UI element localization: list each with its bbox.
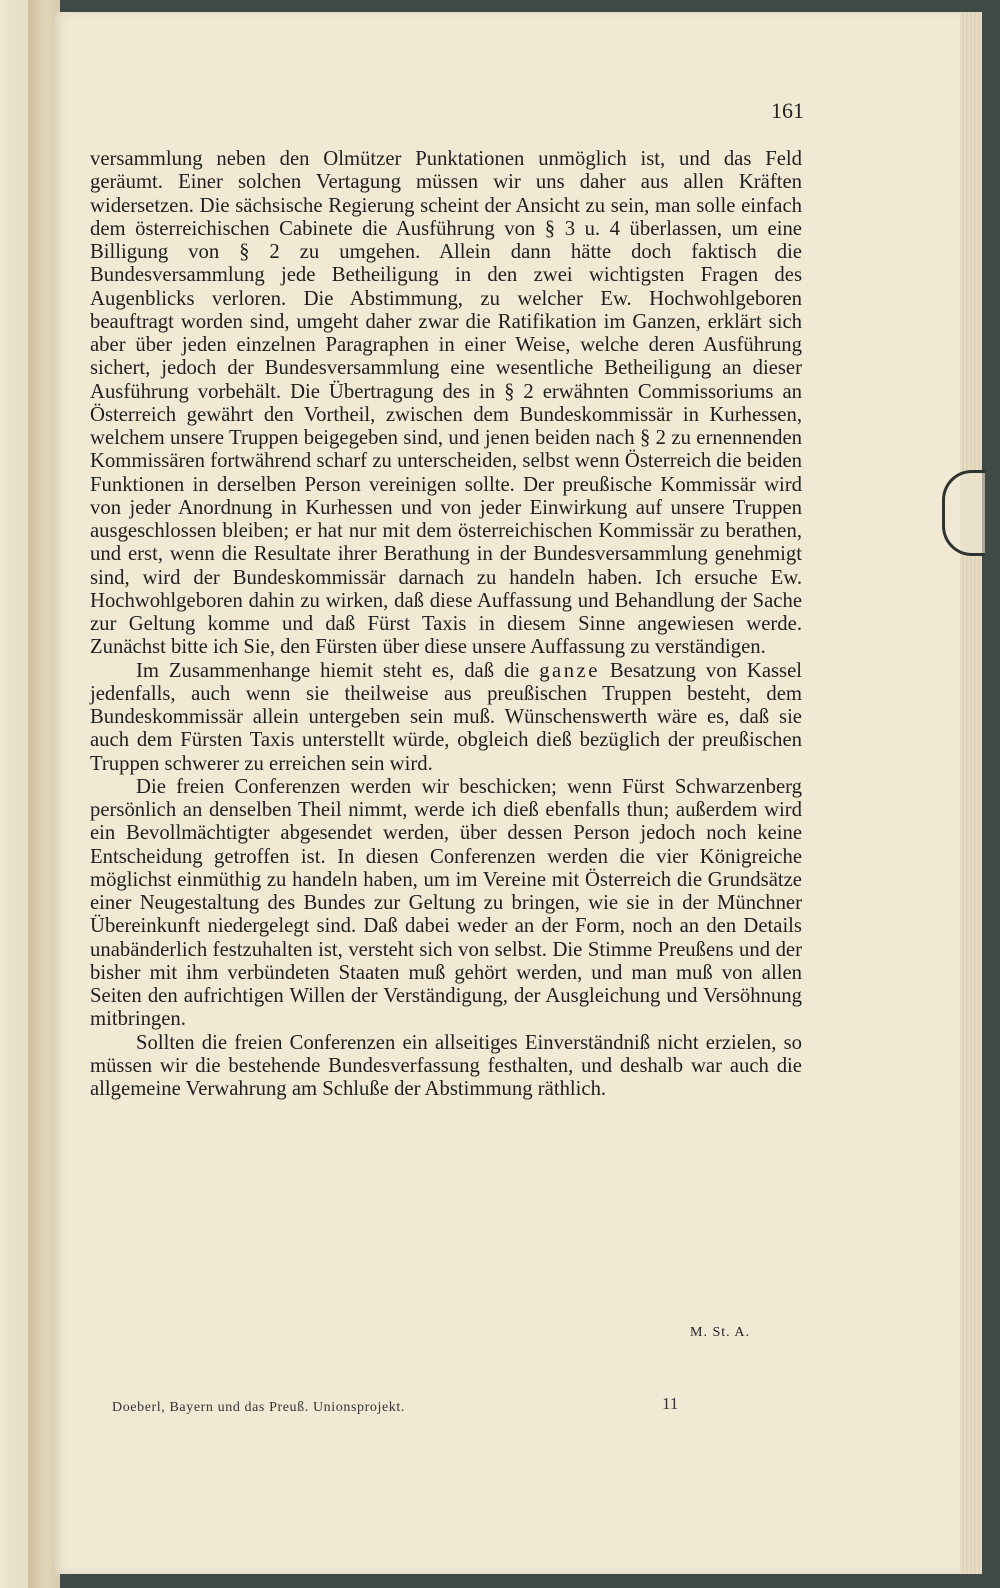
paragraph-1: versammlung neben den Olmützer Punktationen unmöglich ist, und das Feld geräumt. Einer solchen Vertagung müssen wir uns daher aus allen Kräften widersetzen. Die sächsische Regierung scheint der Ansicht zu sein, man solle einfach dem österreichischen Cabinete die Ausführung von § 3 u. 4 überlassen, um eine Billigung von § 2 zu umgehen. Allein dann hätte doch faktisch die Bundesversammlung jede Betheiligung in den zwei wichtigsten Fragen des Augenblicks verloren. Die Abstimmung, zu welcher Ew. Hochwohlgeboren beauftragt worden sind, umgeht daher zwar die Ratifikation im Ganzen, erklärt sich aber über jeden einzelnen Paragraphen in einer Weise, welche deren Ausführung sichert, jedoch der Bundesversammlung eine wesentliche Betheiligung an dieser Ausführung vorbehält. Die Übertragung des in § 2 erwähnten Commissoriums an Österreich gewährt den Vortheil, zwischen dem Bundeskommissär in Kurhessen, welchem unsere Truppen beigegeben sind, und jenen beiden nach § 2 zu ernennenden Kommissären fortwährend scharf zu unterscheiden, selbst wenn Österreich die beiden Funktionen in derselben Person vereinigen sollte. Der preußische Kommissär wird von jeder Anordnung in Kurhessen und von jeder Einwirkung auf unsere Truppen ausgeschlossen bleiben; er hat nur mit dem österreichischen Kommissär zu berathen, und erst, wenn die Resultate ihrer Berathung in der Bundesversammlung genehmigt sind, wird der Bundeskommissär darnach zu handeln haben. Ich ersuche Ew. Hochwohlgeboren dahin zu wirken, daß diese Auffassung und Behandlung der Sache zur Geltung komme und daß Fürst Taxis in diesem Sinne angewiesen werde. Zunächst bitte ich Sie, den Fürsten über diese unsere Auffassung zu verständigen. [90, 148, 802, 659]
page-number: 161 [771, 98, 804, 123]
page-clip [942, 470, 985, 556]
paragraph-2-part-a: Im Zusammenhange hiemit steht es, daß die [136, 659, 530, 682]
emphasized-word: ganze [539, 659, 600, 682]
page-edges [960, 12, 982, 1574]
footer-reference: Doeberl, Bayern und das Preuß. Unionsprojekt. [112, 1400, 405, 1415]
paragraph-2-part-b: Besatzung von Kassel jedenfalls, auch wenn sie theilweise aus preußischen Truppen besteht, dem Bundeskommissär allein untergeben sein muß. Wünschenswerth wäre es, daß sie auch dem Fürsten Taxis unterstellt würde, obgleich dieß bezüglich der preußischen Truppen schwerer zu erreichen sein wird. [90, 659, 803, 775]
paragraph-3: Die freien Conferenzen werden wir beschicken; wenn Fürst Schwarzenberg persönlich an denselben Theil nimmt, werde ich dieß ebenfalls thun; außerdem wird ein Bevollmächtigter abgesendet werden, über dessen Person jedoch noch keine Entscheidung getroffen ist. In diesen Conferenzen werden die vier Königreiche möglichst einmüthig zu handeln haben, um im Vereine mit Österreich die Grundsätze einer Neugestaltung des Bundes zur Geltung zu bringen, wie sie in der Münchner Übereinkunft niedergelegt sind. Daß dabei weder an der Form, noch an den Details unabänderlich festzuhalten ist, versteht sich von selbst. Die Stimme Preußens und der bisher mit ihm verbündeten Staaten muß gehört werden, und man muß von allen Seiten den aufrichtigen Willen der Verständigung, der Ausgleichung und Versöhnung mitbringen. [90, 775, 802, 1031]
signature-number: 11 [662, 1394, 679, 1413]
main-text [90, 148, 802, 1101]
source-citation: M. St. A. [690, 1325, 750, 1340]
paragraph-4: Sollten die freien Conferenzen ein allseitiges Einverständniß nicht erzielen, so müssen wir die bestehende Bundesverfassung festhalten, und deshalb war auch die allgemeine Verwahrung am Schluße der Abstimmung räthlich. [90, 1031, 802, 1100]
paragraph-2 [90, 660, 802, 776]
